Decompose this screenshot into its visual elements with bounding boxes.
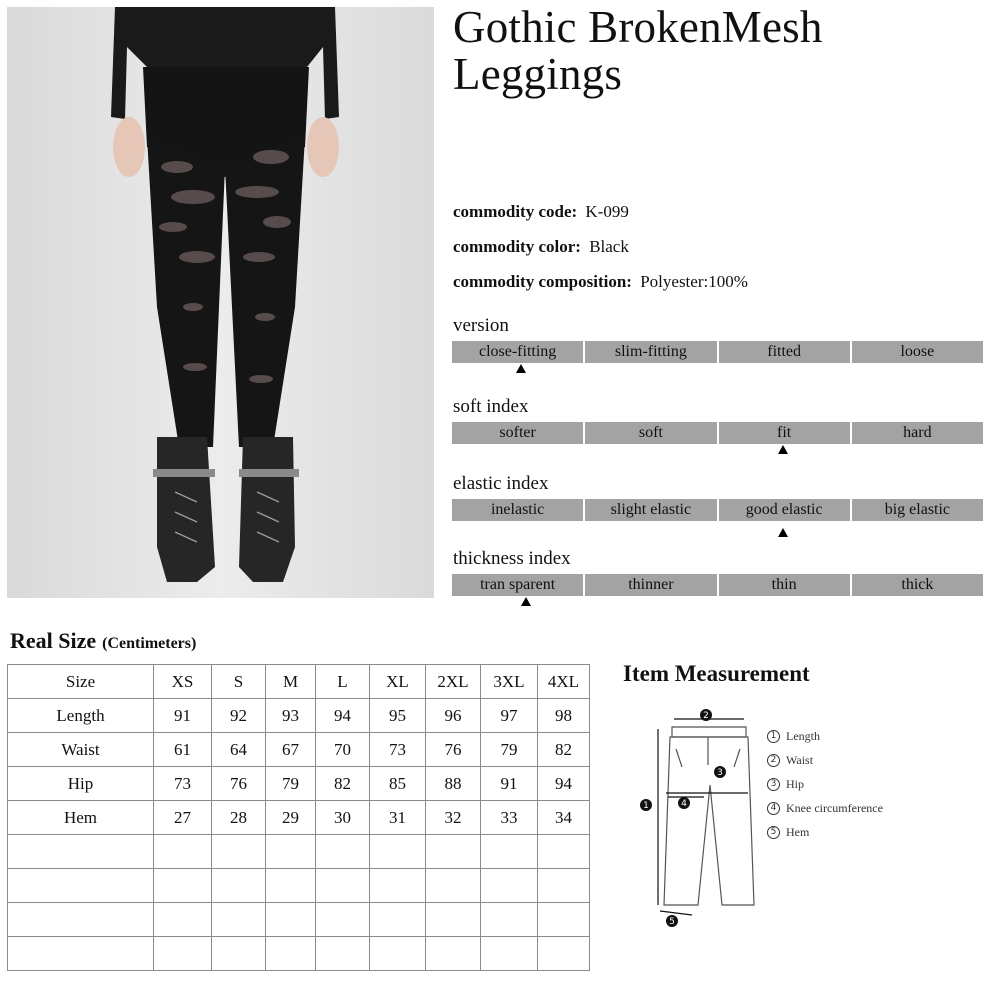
legend-number: 3 [767,778,780,791]
table-cell: 91 [481,767,538,801]
thickness-index-option: thin [719,574,850,596]
legend-item [767,772,883,796]
table-cell: 82 [316,767,370,801]
table-header-cell: S [212,665,266,699]
table-cell: 28 [212,801,266,835]
table-cell: 73 [154,767,212,801]
real-size-title [10,628,196,654]
thickness-index-marker-icon [521,597,531,606]
table-header-cell: XS [154,665,212,699]
soft-index-scale [452,422,983,444]
soft-index-option: soft [585,422,716,444]
table-header-cell: 3XL [481,665,538,699]
elastic-index-scale [452,499,983,521]
measurement-legend [767,724,883,844]
table-cell: 91 [154,699,212,733]
version-option: slim-fitting [585,341,716,363]
commodity-composition-label: commodity composition: [453,272,632,291]
item-measurement-title: Item Measurement [623,661,810,686]
real-size-heading: Real Size [10,628,97,653]
table-cell: 32 [426,801,481,835]
soft-index-option: softer [452,422,583,444]
table-cell: 33 [481,801,538,835]
table-cell: 97 [481,699,538,733]
pants-diagram-icon [636,705,766,930]
product-photo [7,7,434,598]
svg-text:1: 1 [643,801,649,811]
table-cell: 34 [538,801,590,835]
elastic-index-marker-icon [778,528,788,537]
legend-number: 4 [767,802,780,815]
table-cell: 76 [426,733,481,767]
table-row [8,699,590,733]
thickness-index-scale [452,574,983,596]
table-cell: 27 [154,801,212,835]
table-header-cell: L [316,665,370,699]
empty-table-row [8,835,590,869]
soft-index-marker-icon [778,445,788,454]
table-cell: Length [8,699,154,733]
legend-label: Length [786,728,820,743]
elastic-index-option: inelastic [452,499,583,521]
table-cell: 85 [370,767,426,801]
svg-text:2: 2 [703,711,709,721]
empty-table-row [8,869,590,903]
elastic-index-option: good elastic [719,499,850,521]
version-marker-icon [516,364,526,373]
commodity-composition [453,272,748,292]
commodity-color-value: Black [589,237,629,256]
table-cell: 93 [266,699,316,733]
table-header-row [8,665,590,699]
version-title: version [453,315,509,336]
table-cell: 31 [370,801,426,835]
table-cell: Hip [8,767,154,801]
commodity-composition-value: Polyester:100% [640,272,748,291]
table-header-cell: M [266,665,316,699]
real-size-unit: (Centimeters) [102,635,197,652]
legend-label: Hip [786,776,804,791]
legend-number: 2 [767,754,780,767]
table-cell: 96 [426,699,481,733]
thickness-index-option: thinner [585,574,716,596]
commodity-code [453,202,629,222]
legend-label: Knee circumference [786,800,883,815]
table-cell: 70 [316,733,370,767]
thickness-index-title: thickness index [453,548,571,569]
svg-text:3: 3 [717,768,723,778]
table-cell: 30 [316,801,370,835]
table-cell: 94 [538,767,590,801]
table-cell: 67 [266,733,316,767]
version-scale [452,341,983,363]
elastic-index-option: slight elastic [585,499,716,521]
table-row [8,801,590,835]
legend-item [767,796,883,820]
table-cell: 79 [266,767,316,801]
thickness-index-option: thick [852,574,983,596]
svg-text:4: 4 [681,799,687,809]
soft-index-title: soft index [453,396,529,417]
table-cell: 79 [481,733,538,767]
commodity-code-value: K-099 [585,202,629,221]
thickness-index-option: tran sparent [452,574,583,596]
legend-label: Hem [786,824,810,839]
table-cell: 82 [538,733,590,767]
table-cell: 73 [370,733,426,767]
elastic-index-title: elastic index [453,473,549,494]
table-cell: 29 [266,801,316,835]
empty-table-row [8,903,590,937]
table-header-cell: XL [370,665,426,699]
soft-index-option: hard [852,422,983,444]
legend-item [767,724,883,748]
table-cell: 61 [154,733,212,767]
table-row [8,733,590,767]
size-table [7,664,590,971]
table-row [8,767,590,801]
empty-table-row [8,937,590,971]
commodity-color-label: commodity color: [453,237,581,256]
table-cell: 98 [538,699,590,733]
legend-number: 1 [767,730,780,743]
commodity-code-label: commodity code: [453,202,578,221]
table-cell: 92 [212,699,266,733]
table-cell: 64 [212,733,266,767]
commodity-color [453,237,629,257]
table-header-cell: 2XL [426,665,481,699]
table-cell: 76 [212,767,266,801]
version-option: fitted [719,341,850,363]
table-cell: Hem [8,801,154,835]
legend-label: Waist [786,752,814,767]
svg-text:5: 5 [669,917,675,927]
table-header-cell: Size [8,665,154,699]
table-cell: 94 [316,699,370,733]
version-option: loose [852,341,983,363]
elastic-index-option: big elastic [852,499,983,521]
table-header-cell: 4XL [538,665,590,699]
product-title: Gothic BrokenMesh Leggings [453,2,823,99]
version-option: close-fitting [452,341,583,363]
legend-item [767,820,883,844]
soft-index-option: fit [719,422,850,444]
table-cell: 88 [426,767,481,801]
table-cell: Waist [8,733,154,767]
legend-item [767,748,883,772]
legend-number: 5 [767,826,780,839]
table-cell: 95 [370,699,426,733]
